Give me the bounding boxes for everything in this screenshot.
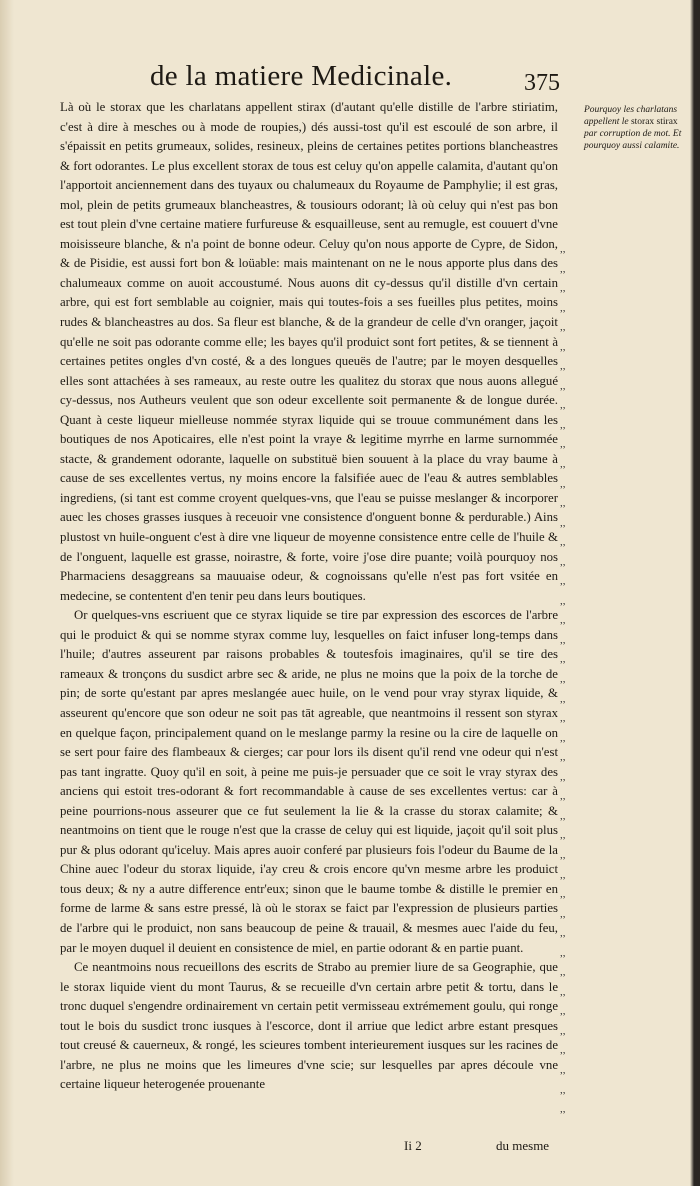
paragraph <box>60 98 558 606</box>
quotation-mark: ,, <box>560 458 566 471</box>
quotation-mark: ,, <box>560 751 566 764</box>
quotation-mark: ,, <box>560 282 566 295</box>
quotation-mark: ,, <box>560 790 566 803</box>
quotation-mark: ,, <box>560 497 566 510</box>
main-text-block <box>60 98 558 1095</box>
quotation-mark: ,, <box>560 770 566 783</box>
quotation-mark: ,, <box>560 418 566 431</box>
quotation-mark: ,, <box>560 614 566 627</box>
quotation-mark: ,, <box>560 555 566 568</box>
margin-note <box>584 104 692 152</box>
quotation-mark: ,, <box>560 1024 566 1037</box>
quotation-mark: ,, <box>560 379 566 392</box>
quotation-marks-column <box>560 240 580 1120</box>
quotation-mark: ,, <box>560 321 566 334</box>
quotation-mark: ,, <box>560 653 566 666</box>
quotation-mark: ,, <box>560 1063 566 1076</box>
quotation-mark: ,, <box>560 633 566 646</box>
quotation-mark: ,, <box>560 1083 566 1096</box>
quotation-mark: ,, <box>560 907 566 920</box>
quotation-mark: ,, <box>560 966 566 979</box>
quotation-mark: ,, <box>560 301 566 314</box>
quotation-mark: ,, <box>560 262 566 275</box>
running-title: de la matiere Medicinale. <box>150 60 453 92</box>
margin-note-part: par corruption de mot. Et pourquoy aussi calamite. <box>584 129 682 151</box>
quotation-mark: ,, <box>560 536 566 549</box>
quotation-mark: ,, <box>560 1103 566 1116</box>
quotation-mark: ,, <box>560 399 566 412</box>
signature-mark: Ii 2 <box>404 1138 422 1153</box>
quotation-mark: ,, <box>560 692 566 705</box>
quotation-mark: ,, <box>560 673 566 686</box>
quotation-mark: ,, <box>560 438 566 451</box>
paragraph <box>60 958 558 1095</box>
quotation-mark: ,, <box>560 516 566 529</box>
quotation-mark: ,, <box>560 848 566 861</box>
quotation-mark: ,, <box>560 243 566 255</box>
paragraph-text: Or quelques-vns escriuent que ce styrax liquide se tire par expression des escorces de l'arbre qui le produict & qui se nomme styrax comme luy, lesquelles on faict infuser long-temps dans l'huile; d'autres asseurent par raisons probables & toutesfois imaginaires, qu'il se tire des rameaux & tronçons du susdict arbre sec & aride, ne plus ne moins que la poix de la torche de pin; de sorte qu'estant par apres meslangée auec huile, on le vend pour vray styrax liquide, & asseurent qu'encore que son odeur ne soit pas tāt agreable, que neantmoins il ressent son styrax en quelque façon, principalement quand on le meslange parmy la resine ou la cire de laquelle on se sert pour faire des flambeaux & cierges; car pour lors ils disent qu'il rend vne odeur qui n'est pas tant ingratte. Quoy qu'il en soit, à peine me puis-je persuader que ce soit le vray styrax des anciens qui estoit tres-odorant & fort recommandable à cause de ses excellentes vertus: car à peine pourrions-nous asseurer que ce fut seulement la lie & la crasse du storax calamite; & neantmoins on tient que le rouge n'est que la crasse de celuy qui est liquide, jaçoit qu'il soit plus pur & plus odorant qu'iceluy. Mais apres auoir conferé par plusieurs fois l'odeur du Baume de la Chine auec l'odeur du storax liquide, i'ay creu & crois encore qu'vn mesme arbre les produict tous deux; & ny a autre difference entr'eux; sinon que le baume tombe & distille le premier en forme de larme & sans estre pressé, là où le storax se faict par l'expression de plusieurs parties de l'arbre qui le produict, non sans beaucoup de peine & trauail, & mesmes auec l'aide du feu, par le moyen duquel il deuient en consistence de miel, en partie odorant & en partie puant. <box>60 608 558 955</box>
quotation-mark: ,, <box>560 712 566 725</box>
margin-note-part: storax stirax <box>630 117 678 127</box>
paragraph-text: Ce neantmoins nous recueillons des escrits de Strabo au premier liure de sa Geographie, que le storax liquide vient du mont Taurus, & se recueille d'vn certain arbre petit & tortu, dans le tronc duquel s'engendre ordinairement vn certain petit vermisseau extrémement goulu, qui ronge tout le bois du susdict tronc iusques à l'escorce, dont il arriue que ledict arbre estant presques tout creusé & cauerneux, & rongé, les scieures tombent interieurement iusques sur les racines de l'arbre, ne plus ne moins que les limeures d'vne scie; sur lesquelles par apres découle vne certaine liqueur heterogenée prouenante <box>60 960 558 1092</box>
quotation-mark: ,, <box>560 888 566 901</box>
quotation-mark: ,, <box>560 575 566 588</box>
page-number: 375 <box>524 70 560 96</box>
quotation-mark: ,, <box>560 1044 566 1057</box>
quotation-mark: ,, <box>560 1005 566 1018</box>
quotation-mark: ,, <box>560 360 566 373</box>
quotation-mark: ,, <box>560 809 566 822</box>
catchword: du mesme <box>496 1138 550 1153</box>
quotation-mark: ,, <box>560 594 566 607</box>
quotation-mark: ,, <box>560 340 566 353</box>
margin-note-part: Pourquoy les charlatans appellent le <box>584 105 678 127</box>
paragraph-text: Là où le storax que les charlatans appellent stirax (d'autant qu'elle distille de l'arbre stiriatim, c'est à dire à mesches ou à mode de roupies,) dés aussi-tost qu'il est escoulé de son arbre, il s'épaissit en petits grumeaux, solides, resineux, pleins de certaines petites portions blancheastres & fort odorantes. Le plus excellent storax de tous est celuy qu'on appelle calamita, d'autant qu'on l'apportoit anciennement dans des tuyaux ou chalumeaux du Royaume de Pamphylie; il est gras, mol, plein de petits grumeaux blancheastres, & tousiours odorant; là où celuy qui n'est pas bon est tout plein d'vne certaine matiere furfureuse & esquailleuse, sent au remugle, est couuert d'vne moisisseure blanche, & n'a point de bonne odeur. Celuy qu'on nous apporte de Cypre, de Sidon, & de Pisidie, est aussi fort bon & loüable: mais maintenant on ne le nous apporte plus dans des chalumeaux comme on auoit accoustumé. Nous auons dit cy-dessus qu'il distille d'vn certain arbre, qui est fort semblable au coignier, mais qui toutes-fois a ses fueilles plus petites, moins rudes & blancheastres au dos. Sa fleur est blanche, & de la grandeur de celle d'vn oranger, jaçoit qu'elle ne soit pas odorante comme elle; les bayes qu'il produict sont fort petites, & se tiennent à certaines petites ongles d'vn costé, & a des longues queuës de l'autre; par le moyen desquelles elles sont attachées à ses rameaux, au reste outre les qualitez du storax que nous auons allegué cy-dessus, nos Autheurs veulent que son odeur excellente soit permanente & de longue durée. Quant à ceste liqueur mielleuse nommée styrax liquide qui se trouue communément dans les boutiques de nos Apoticaires, elle n'est point la vraye & legitime myrrhe en larme surnommée stacte, & grandement odorante, laquelle on substituë bien souuent à la place du vray baume à cause de ses excellentes vertus, ny moins encore la falsifiée auec de l'eau & autres semblables ingrediens, (si tant est comme croyent quelques-vns, que l'eau se puisse meslanger & incorporer auec les choses grasses iusques à receuoir vne consistence d'onguent bonne & perdurable.) Ains plustost vn huile-onguent c'est à dire vne liqueur de moyenne consistence entre celle de l'huile & de l'onguent, laquelle est grasse, noirastre, & forte, voire j'ose dire puante; voilà pourquoy nos Pharmaciens desaggreans sa mauuaise odeur, & cognoissans qu'elle n'est pas fort vsitée en medecine, se contentent d'en tenir peu dans leurs boutiques. <box>60 100 558 603</box>
quotation-mark: ,, <box>560 868 566 881</box>
paragraph <box>60 606 558 958</box>
quotation-mark: ,, <box>560 927 566 940</box>
quotation-mark: ,, <box>560 946 566 959</box>
quotation-mark: ,, <box>560 477 566 490</box>
quotation-mark: ,, <box>560 731 566 744</box>
quotation-mark: ,, <box>560 829 566 842</box>
quotation-mark: ,, <box>560 985 566 998</box>
